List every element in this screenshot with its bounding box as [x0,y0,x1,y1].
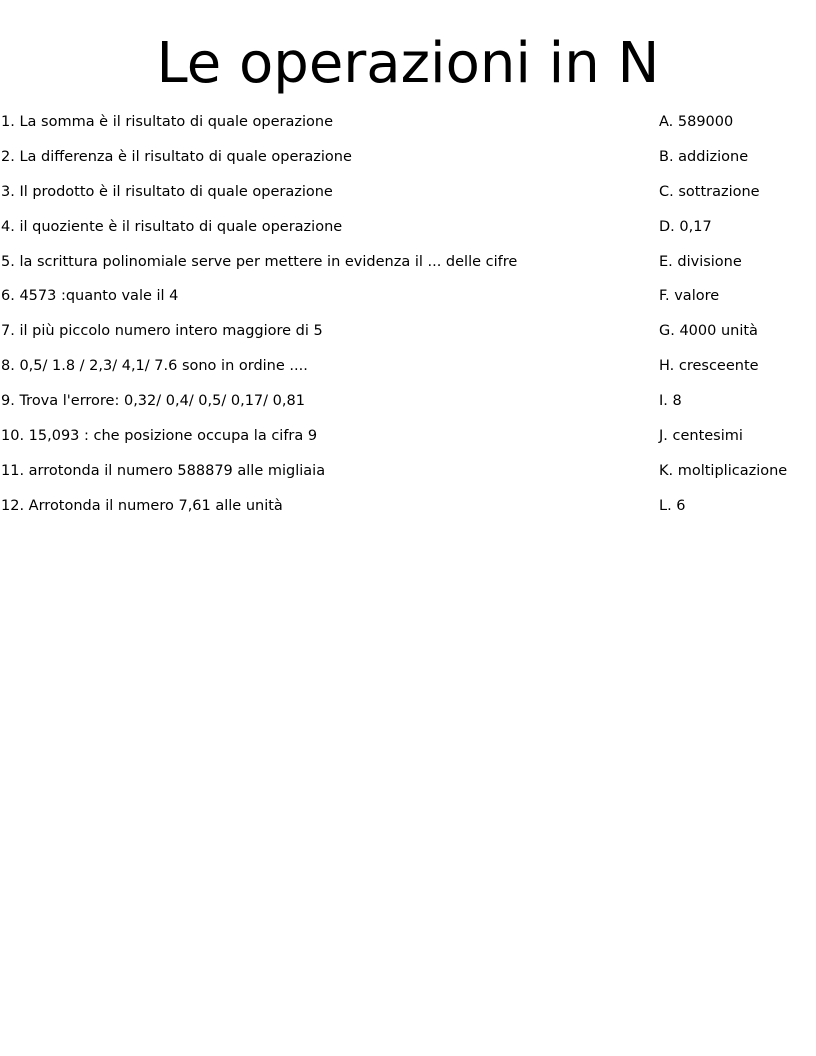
answer-option: F. valore [659,288,720,305]
question-text: 1. La somma è il risultato di quale operazione [1,114,334,130]
question-text: 7. il più piccolo numero intero maggiore di 5 [1,323,323,340]
answer-option: G. 4000 unità [659,323,758,340]
answer-option: H. cresceente [659,358,759,375]
list-item [0,217,816,252]
list-item [0,391,816,426]
question-text: 10. 15,093 : che posizione occupa la cifra 9 [1,428,318,445]
question-text: 4. il quoziente è il risultato di quale operazione [1,218,343,235]
question-text: 8. 0,5/ 1.8 / 2,3/ 4,1/ 7.6 sono in ordine .... [1,358,308,375]
matching-list [0,112,816,531]
answer-option: A. 589000 [659,114,734,130]
list-item [0,496,816,531]
question-text: 12. Arrotonda il numero 7,61 alle unità [1,497,283,514]
answer-option: K. moltiplicazione [659,462,788,479]
question-text: 2. La differenza è il risultato di quale operazione [1,148,352,165]
answer-option: C. sottrazione [659,183,760,200]
answer-option: B. addizione [659,148,749,165]
question-text: 3. Il prodotto è il risultato di quale operazione [1,183,333,200]
list-item [0,321,816,356]
list-item [0,426,816,461]
answer-option: D. 0,17 [659,218,712,235]
list-item [0,182,816,217]
question-text: 9. Trova l'errore: 0,32/ 0,4/ 0,5/ 0,17/ 0,81 [1,393,305,410]
list-item [0,356,816,391]
question-text: 11. arrotonda il numero 588879 alle migliaia [1,462,326,479]
answer-option: E. divisione [659,253,742,270]
list-item [0,461,816,496]
answer-option: L. 6 [659,497,686,514]
question-text: 6. 4573 :quanto vale il 4 [1,288,179,305]
answer-option: J. centesimi [659,428,743,445]
answer-option: I. 8 [659,393,682,410]
list-item [0,252,816,287]
question-text: 5. la scrittura polinomiale serve per mettere in evidenza il ... delle cifre [1,253,518,270]
list-item [0,286,816,321]
list-item [0,147,816,182]
list-item [0,112,816,147]
page-title: Le operazioni in N [156,31,660,96]
